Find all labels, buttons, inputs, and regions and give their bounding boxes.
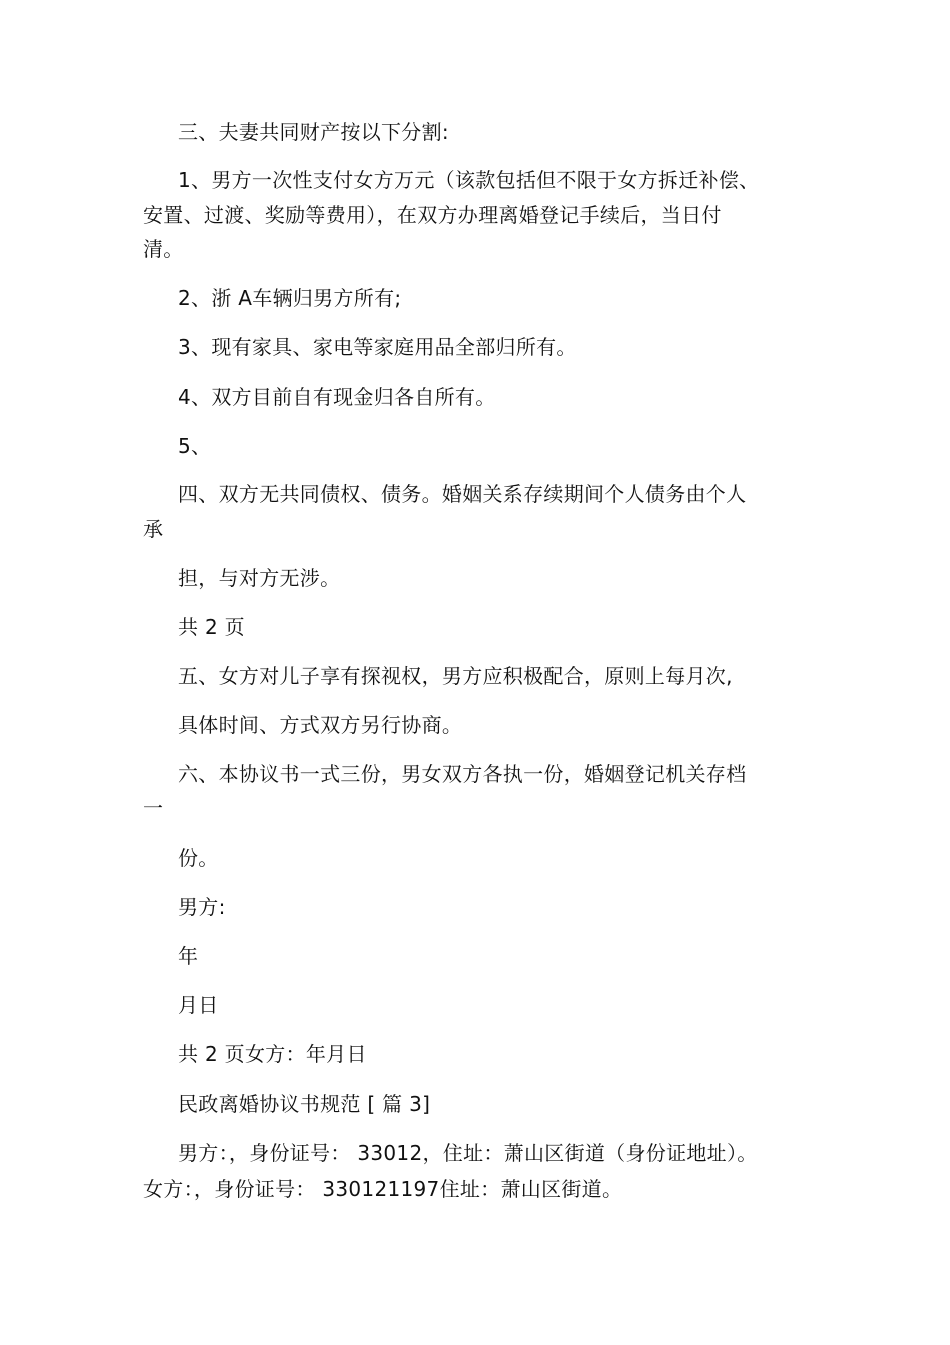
- section-four-line-3: 担，与对方无涉。: [178, 566, 341, 590]
- section-four-line-1: 四、双方无共同债权、债务。婚姻关系存续期间个人债务由个人: [178, 482, 747, 506]
- section-six-line-3: 份。: [178, 846, 219, 870]
- section-five-line-2: 具体时间、方式双方另行协商。: [178, 713, 463, 737]
- signature-year: 年: [178, 944, 199, 968]
- section-four-line-2: 承: [143, 517, 164, 541]
- page-count-note: 共 2 页: [178, 615, 245, 639]
- signature-month-day: 月日: [178, 993, 219, 1017]
- article-title: 民政离婚协议书规范 [ 篇 3]: [178, 1092, 431, 1116]
- male-party-signature: 男方:: [178, 895, 226, 919]
- clause-1-line-3: 清。: [143, 237, 184, 261]
- section-six-line-1: 六、本协议书一式三份，男女双方各执一份，婚姻登记机关存档: [178, 762, 747, 786]
- section-five-line-1: 五、女方对儿子享有探视权，男方应积极配合，原则上每月次,: [178, 664, 733, 688]
- female-party-signature: 共 2 页女方：年月日: [178, 1042, 367, 1066]
- clause-4: 4、双方目前自有现金归各自所有。: [178, 385, 496, 409]
- male-party-info: 男方：，身份证号： 33012，住址：萧山区街道（身份证地址）。: [178, 1141, 758, 1165]
- female-party-info: 女方：，身份证号： 330121197住址：萧山区街道。: [143, 1177, 623, 1201]
- clause-2: 2、浙 A车辆归男方所有;: [178, 286, 402, 310]
- clause-1-line-1: 1、男方一次性支付女方万元（该款包括但不限于女方拆迁补偿、: [178, 168, 760, 192]
- section-six-line-2: 一: [143, 796, 164, 820]
- clause-3: 3、现有家具、家电等家庭用品全部归所有。: [178, 335, 577, 359]
- clause-1-line-2: 安置、过渡、奖励等费用），在双方办理离婚登记手续后，当日付: [143, 203, 722, 227]
- section-three-heading: 三、夫妻共同财产按以下分割:: [178, 120, 449, 144]
- clause-5: 5、: [178, 434, 212, 458]
